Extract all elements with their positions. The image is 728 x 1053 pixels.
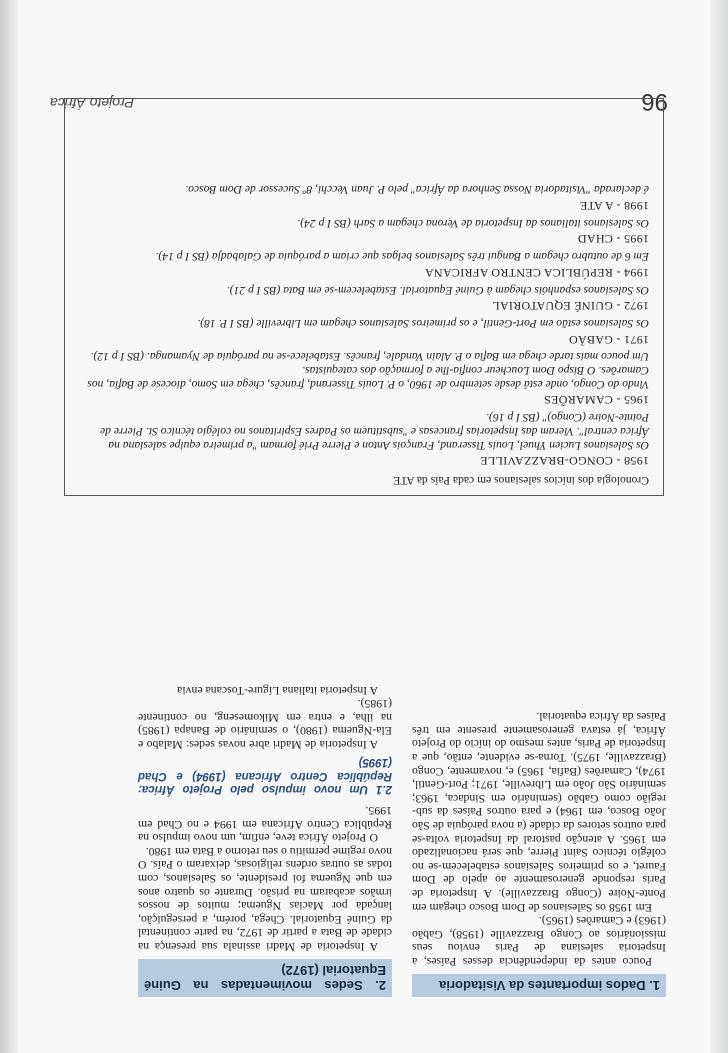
chronology-title: Cronologia dos inícios salesianos em cada País da ATE	[393, 474, 649, 487]
section-2-heading: 2. Sedes movimentadas na Guiné Equatorial (1972)	[138, 959, 392, 997]
section-2-1-paragraph: A Inspetoria de Madri abre novas sedes: Malabo e Ela-Nguema (1980), o seminário de Banapa (1985) na ilha, e entra em Mikomeseng, no continente (1985).	[138, 697, 392, 752]
chronology-entry-year: 1958 - CONGO-BRAZZAVILLE	[480, 454, 649, 469]
chronology-box	[64, 98, 664, 496]
chronology-entry-text: Os Salesianos espanhóis chegam à Guiné Equatorial. Estabelecem-se em Bata (BS I p 21).	[226, 283, 649, 297]
section-2-1-paragraph: A Inspetoria italiana Lígure-Toscana envia	[177, 683, 378, 698]
chronology-entry-text: Em 6 de outubro chegam a Bangui três Salesianos belgas que criam a paróquia de Galabadja (BS I p 14).	[155, 250, 649, 264]
page-number: 96	[641, 88, 668, 115]
section-1-paragraph: Pouco antes da independência desses Países, a Inspetoria salesiana de Paris enviou seus missionários ao Congo Brazzaville (1958), Gabão (1963) e Camarões (1965).	[412, 914, 666, 969]
chronology-entry-year: 1972 - GUINÉ EQUATORIAL	[492, 299, 649, 314]
running-title: Projeto África	[50, 95, 135, 111]
chronology-entry-text: Vindo do Congo, onde está desde setembro de 1960, o P. Louis Tisserand, francês, chega em Somo, diocese de Bafia, nos Camarões. O Bispo Dom Loucheur confia-lhe a formação dos catequistas. Um pouco mais tarde chega em Bafia o P. Alain Vandale, francês. Estabelece-se na paróquia de Nyamanga. (BS I p 12).	[87, 350, 649, 391]
chronology-entry-year: 1971 - GABÃO	[568, 332, 649, 347]
left-column	[412, 710, 666, 997]
chronology-entry-year: 1965 - CAMARÕES	[543, 393, 649, 408]
section-1-paragraph: Em 1958 os Salesianos de Dom Bosco chegam em Ponte-Noire (Congo Brazzaville). A Inspetoria de Paris responde generosamente ao apelo de Dom Fauret, e os primeiros Salesianos estabelecem-se no colégio técnico Saint Pierre, que será nacionalizado em 1965. A atenção pastoral da Inspetoria volta-se para outros setores da cidade (a nova paróquia de São João Bosco, em 1964) e para outros Países da sub-região como Gabão (seminário em Sindaca, 1963; seminário São João em Libreville, 1971; Port-Gentil, 1974), Camarões (Bafia, 1965) e, novamente, Congo (Brazzaville, 1975). Torna-se evidente, então, que a Inspetoria de Paris, antes mesmo do início do Projeto África, já estava generosamente presente em três Países da África equatorial.	[412, 710, 666, 915]
section-2-paragraph: A Inspetoria de Madri assinala sua presença na cidade de Bata a partir de 1972, na parte continental da Guiné Equatorial. Chega, porém, a perseguição, lançada por Macias Nguema; muitos de nossos irmãos acabaram na prisão. Durante os quatro anos em que Nguema foi presidente, os Salesianos, com todas as outras ordens religiosas, deixaram o País. O novo regime permitiu o seu retorno a Bata em 1980.	[138, 844, 392, 954]
right-column	[138, 683, 392, 997]
chronology-entry-year: 1994 - REPÚBLICA CENTRO AFRICANA	[424, 265, 649, 280]
section-1-heading: 1. Dados importantes da Visitadoria	[412, 974, 666, 997]
chronology-entry-year: 1995 - CHAD	[577, 232, 649, 247]
chronology-entry-text: Os Salesianos estão em Port-Gentil, e os primeiros Salesianos chegam em Libreville (BS I P. 18).	[197, 316, 649, 330]
chronology-entry-text: Os Salesianos italianos da Inspetoria de Verona chegam a Sarh (BS I p 24).	[297, 216, 649, 230]
section-2-paragraph: O Projeto África teve, enfim, um novo impulso na República Centro Africana em 1994 e no Chad em 1995.	[138, 804, 392, 846]
chronology-entry-year: 1998 - A ATE	[579, 199, 649, 214]
section-2-1-subheading: 2.1 Um novo impulso pelo Projeto África: República Centro Africana (1994) e Chad (1995)	[138, 756, 392, 796]
chronology-entry-text: Os Salesianos Lucien Yhuel, Louis Tisserand, François Anton e Pierre Prié formam "a primeira equipe salesiana na África central". Vieram das Inspetorias francesas e "substituem os Padres Espiritanos no colégio técnico St. Pierre de Pointe-Noire (Congo)" (BS I p 16).	[100, 411, 649, 452]
chronology-entry-text: é declarada "Visitadoria Nossa Senhora da África" pelo P. Juan Vecchi, 8º Sucessor de Dom Bosco.	[185, 183, 649, 197]
